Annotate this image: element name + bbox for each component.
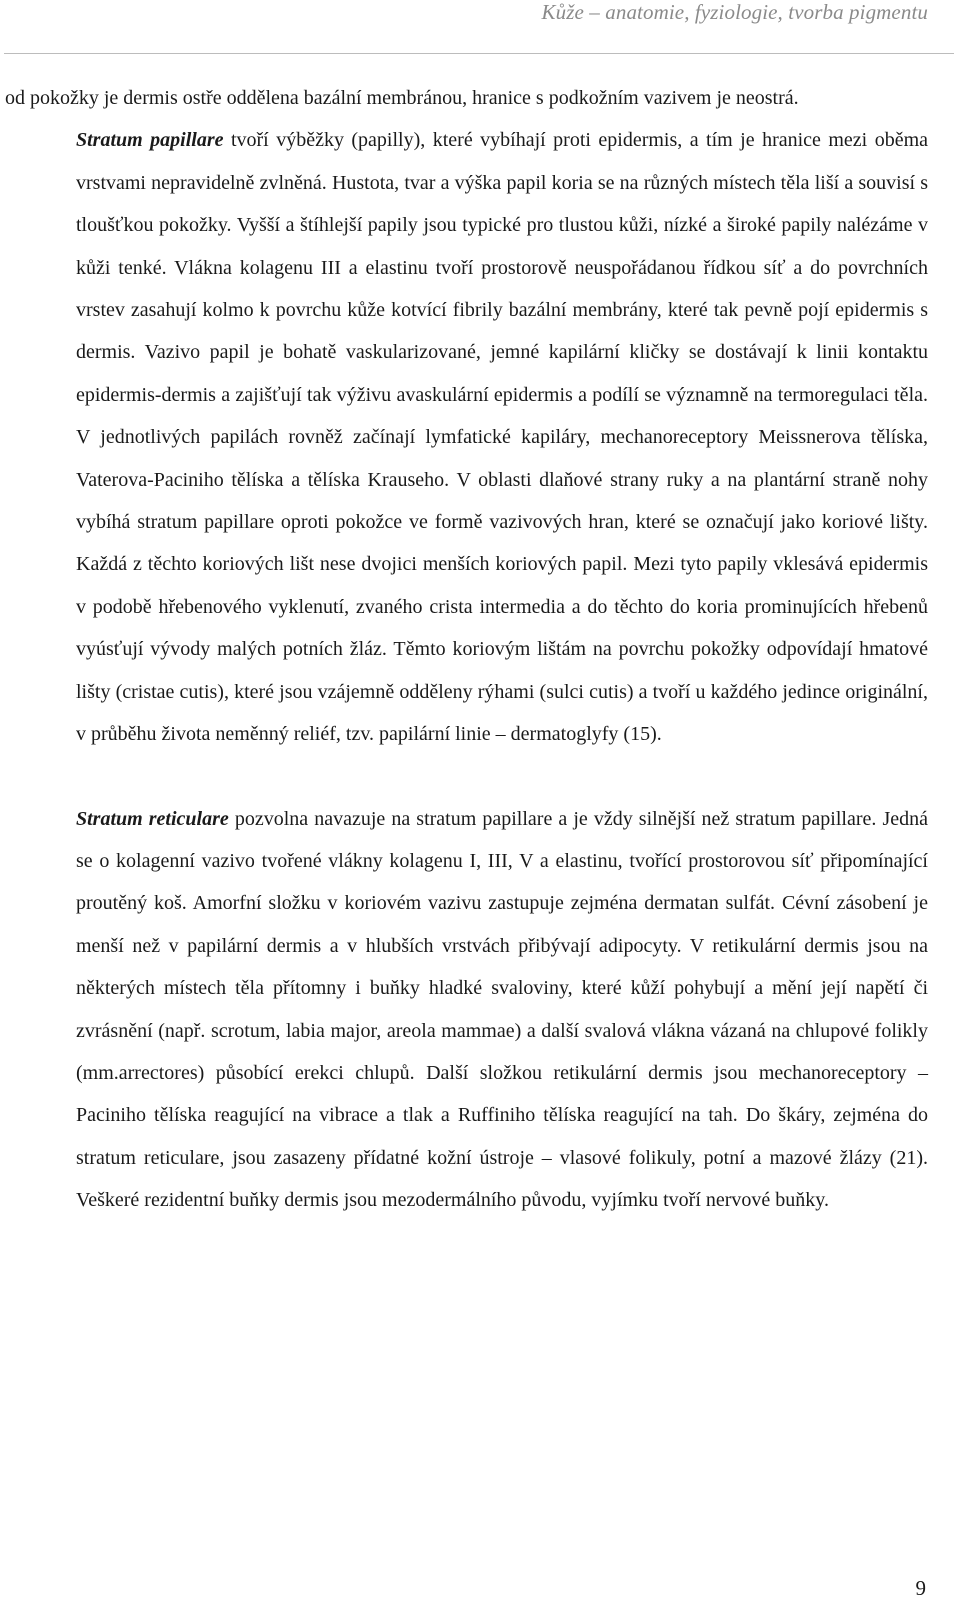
term-stratum-reticulare: Stratum reticulare <box>76 807 229 830</box>
paragraph-stratum-papillare <box>5 119 928 755</box>
paragraph-stratum-reticulare-text: pozvolna navazuje na stratum papillare a je vždy silnější než stratum papillare. Jedná se o kolagenní vazivo tvořené vlákny kolagenu I, III, V a elastinu, tvořící prostorovou síť připomínající proutěný koš. Amorfní složku v koriovém vazivu zastupuje zejména dermatan sulfát. Cévní zásobení je menší než v papilární dermis a v hlubších vrstvách přibývají adipocyty. V retikulární dermis jsou na některých místech těla přítomny i buňky hladké svaloviny, které kůží pohybují a mění její napětí či zvrásnění (např. scrotum, labia major, areola mammae) a další svalová vlákna vázaná na chlupové folikly (mm.arrectores) působící erekci chlupů. Další složkou retikulární dermis jsou mechanoreceptory – Paciniho tělíska reagující na vibrace a tlak a Ruffiniho tělíska reagující na tah. Do škáry, zejména do stratum reticulare, jsou zasazeny přídatné kožní ústroje – vlasové folikuly, potní a mazové žlázy (21). Veškeré rezidentní buňky dermis jsou mezodermálního původu, vyjímku tvoří nervové buňky. <box>76 807 928 1212</box>
page-number: 9 <box>915 1576 926 1600</box>
paragraph-spacer <box>5 756 928 798</box>
paragraph-stratum-reticulare <box>5 798 928 1222</box>
paragraph-continuation: od pokožky je dermis ostře oddělena bazální membránou, hranice s podkožním vazivem je neostrá. <box>5 87 799 109</box>
term-stratum-papillare: Stratum papillare <box>76 129 224 152</box>
running-header-title: Kůže – anatomie, fyziologie, tvorba pigmentu <box>541 0 928 24</box>
document-body <box>5 77 928 1222</box>
paragraph-stratum-papillare-text: tvoří výběžky (papilly), které vybíhají proti epidermis, a tím je hranice mezi oběma vrstvami nepravidelně zvlněná. Hustota, tvar a výška papil koria se na různých místech těla liší a souvisí s tloušťkou pokožky. Vyšší a štíhlejší papily jsou typické pro tlustou kůži, nízké a široké papily nalézáme v kůži tenké. Vlákna kolagenu III a elastinu tvoří prostorově neuspořádanou řídkou síť a do povrchních vrstev zasahují kolmo k povrchu kůže kotvící fibrily bazální membrány, které tak pevně pojí epidermis s dermis. Vazivo papil je bohatě vaskularizované, jemné kapilární kličky se dostávají k linii kontaktu epidermis-dermis a zajišťují tak výživu avaskulární epidermis a podílí se významně na termoregulaci těla. V jednotlivých papilách rovněž začínají lymfatické kapiláry, mechanoreceptory Meissnerova tělíska, Vaterova-Paciniho tělíska a tělíska Krauseho. V oblasti dlaňové strany ruky a na plantární straně nohy vybíhá stratum papillare oproti pokožce ve formě vazivových hran, které se označují jako koriové lišty. Každá z těchto koriových lišt nese dvojici menších koriových papil. Mezi tyto papily vklesává epidermis v podobě hřebenového vyklenutí, zvaného crista intermedia a do těchto do koria prominujících hřebenů vyúsťují vývody malých potních žláz. Těmto koriovým lištám na povrchu pokožky odpovídají hmatové lišty (cristae cutis), které jsou vzájemně odděleny rýhami (sulci cutis) a tvoří u každého jedince originální, v průběhu života neměnný reliéf, tzv. papilární linie – dermatoglyfy (15). <box>76 129 929 746</box>
header-divider <box>4 53 954 54</box>
